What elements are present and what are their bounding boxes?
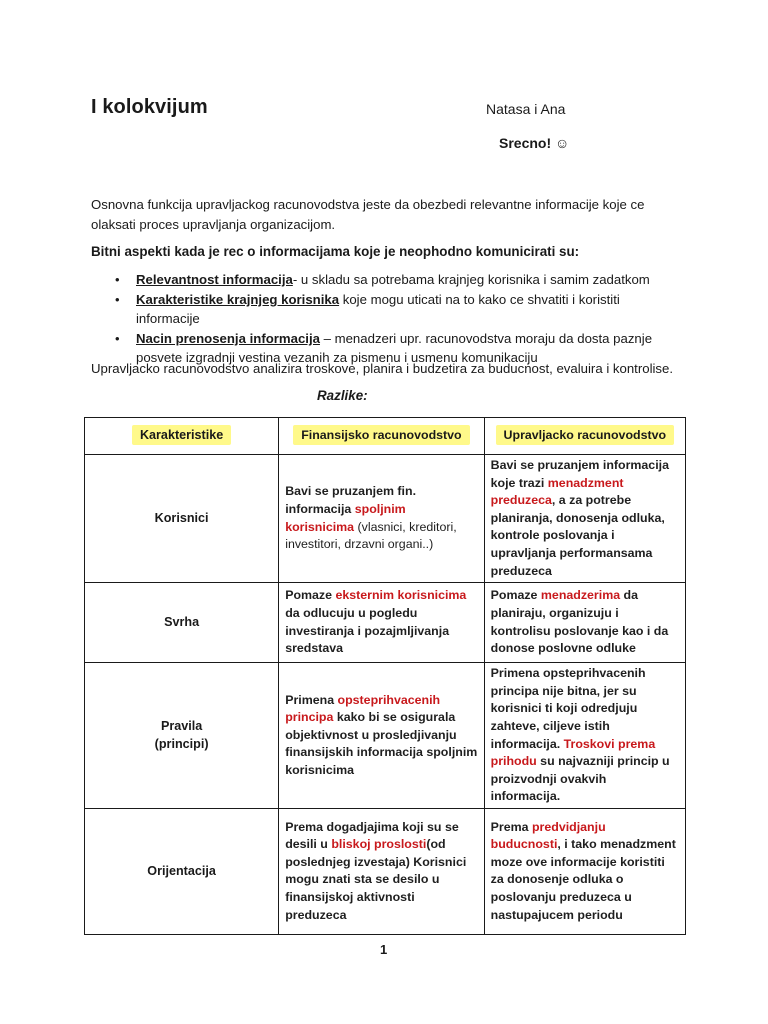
differences-title: Razlike: <box>317 388 368 403</box>
emphasis-text: eksternim korisnicima <box>335 588 467 603</box>
header-financial <box>279 418 484 455</box>
table-row <box>85 455 686 583</box>
cell-text: su najvazniji princip u proizvodnji ovakvih informacija. <box>490 754 670 804</box>
emphasis-text: menadzment preduzeca <box>490 475 624 508</box>
emphasis-text: spoljnim korisnicima <box>285 501 406 534</box>
cell-text: Pomaze <box>490 588 541 603</box>
emphasis-text: predvidjanju buducnosti <box>490 819 606 852</box>
bullet-text: koje mogu uticati na to kako ce shvatiti i koristiti informacije <box>136 292 620 326</box>
cell-text: kako bi se osigurala objektivnost u prosledjivanju finansijskih informacija spoljnim korisnicima <box>285 710 478 777</box>
page-number: 1 <box>380 942 388 957</box>
managerial-cell <box>484 663 685 809</box>
header-managerial <box>484 418 685 455</box>
cell-text: da odlucuju u pogledu investiranja i pozajmljivanja sredstava <box>285 606 450 656</box>
intro-paragraph: Osnovna funkcija upravljackog racunovodstva jeste da obezbedi relevantne informacije koje ce olaksati proces upravljanja organizacijom. <box>91 197 645 232</box>
bullet-icon: • <box>115 272 120 287</box>
list-item <box>91 290 681 328</box>
header-label: Upravljacko racunovodstvo <box>496 425 675 445</box>
comparison-table <box>84 417 686 935</box>
table-row <box>85 663 686 809</box>
row-label: Svrha <box>85 583 279 663</box>
financial-cell <box>279 808 484 934</box>
managerial-cell <box>484 808 685 934</box>
cell-text: Primena opsteprihvacenih principa nije bitna, jer su korisnici ti koji odredjuju zahteve, ciljeve istih informacija. <box>490 666 646 751</box>
cell-text: Pomaze <box>285 588 336 603</box>
bullet-icon: • <box>115 292 120 307</box>
header-characteristics <box>85 418 279 455</box>
financial-cell <box>279 583 484 663</box>
table-row <box>85 808 686 934</box>
summary-paragraph: Upravljacko racunovodstvo analizira troskove, planira i budzetira za buducnost, evaluira i kontrolise. <box>91 361 674 376</box>
header-label: Karakteristike <box>132 425 231 445</box>
good-luck-text: Srecno! ☺ <box>499 135 570 151</box>
row-label: Orijentacija <box>85 808 279 934</box>
cell-text: (od poslednjeg izvestaja) Korisnici mogu znati sta se desilo u finansijskoj aktivnosti preduzeca <box>285 837 467 922</box>
emphasis-text: bliskoj proslosti <box>331 837 427 852</box>
bullet-term: Karakteristike krajnjeg korisnika <box>136 292 340 307</box>
bullet-term: Relevantnost informacija <box>136 272 293 287</box>
document-title: I kolokvijum <box>91 96 208 118</box>
list-item <box>91 270 681 289</box>
authors-text: Natasa i Ana <box>486 101 566 117</box>
row-label: Korisnici <box>85 455 279 583</box>
bullet-term: Nacin prenosenja informacija <box>136 331 320 346</box>
cell-text: Prema <box>490 819 532 834</box>
emphasis-text: menadzerima <box>540 588 621 603</box>
managerial-cell <box>484 583 685 663</box>
cell-text: Bavi se pruzanjem informacija koje trazi <box>490 458 669 490</box>
cell-text: (vlasnici, kreditori, investitori, drzavni organi..) <box>285 519 457 552</box>
table-header-row <box>85 418 686 455</box>
row-label: Pravila (principi) <box>85 663 279 809</box>
cell-text: Prema dogadjajima koji su se desili u <box>285 819 459 852</box>
bullet-icon: • <box>115 331 120 346</box>
financial-cell <box>279 455 484 583</box>
managerial-cell <box>484 455 685 583</box>
emphasis-text: Troskovi prema prihodu <box>490 736 656 769</box>
table-row <box>85 583 686 663</box>
aspects-list <box>91 270 681 368</box>
aspects-heading: Bitni aspekti kada je rec o informacijama koje je neophodno komunicirati su: <box>91 244 580 259</box>
header-label: Finansijsko racunovodstvo <box>293 425 469 445</box>
cell-text: Bavi se pruzanjem fin. informacija <box>285 484 417 516</box>
emphasis-text: opsteprihvacenih principa <box>285 692 441 725</box>
cell-text: , i tako menadzment moze ove informacije koristiti za donosenje odluka o poslovanju preduzeca u nastupajucem periodu <box>490 837 676 922</box>
cell-text: Primena <box>285 692 338 707</box>
cell-text: , a za potrebe planiranja, donosenja odluka, kontrole poslovanja i upravljanja performansama preduzeca <box>490 493 665 578</box>
bullet-text: - u skladu sa potrebama krajnjeg korisnika i samim zadatkom <box>292 272 650 287</box>
bullet-text: – menadzeri upr. racunovodstva moraju da dosta paznje posvete izgradnji vestina vezanih za pismenu i usmenu komunikaciju <box>136 331 653 365</box>
cell-text: da planiraju, organizuju i kontrolisu poslovanje kao i da donose poslovne odluke <box>490 588 669 656</box>
financial-cell <box>279 663 484 809</box>
